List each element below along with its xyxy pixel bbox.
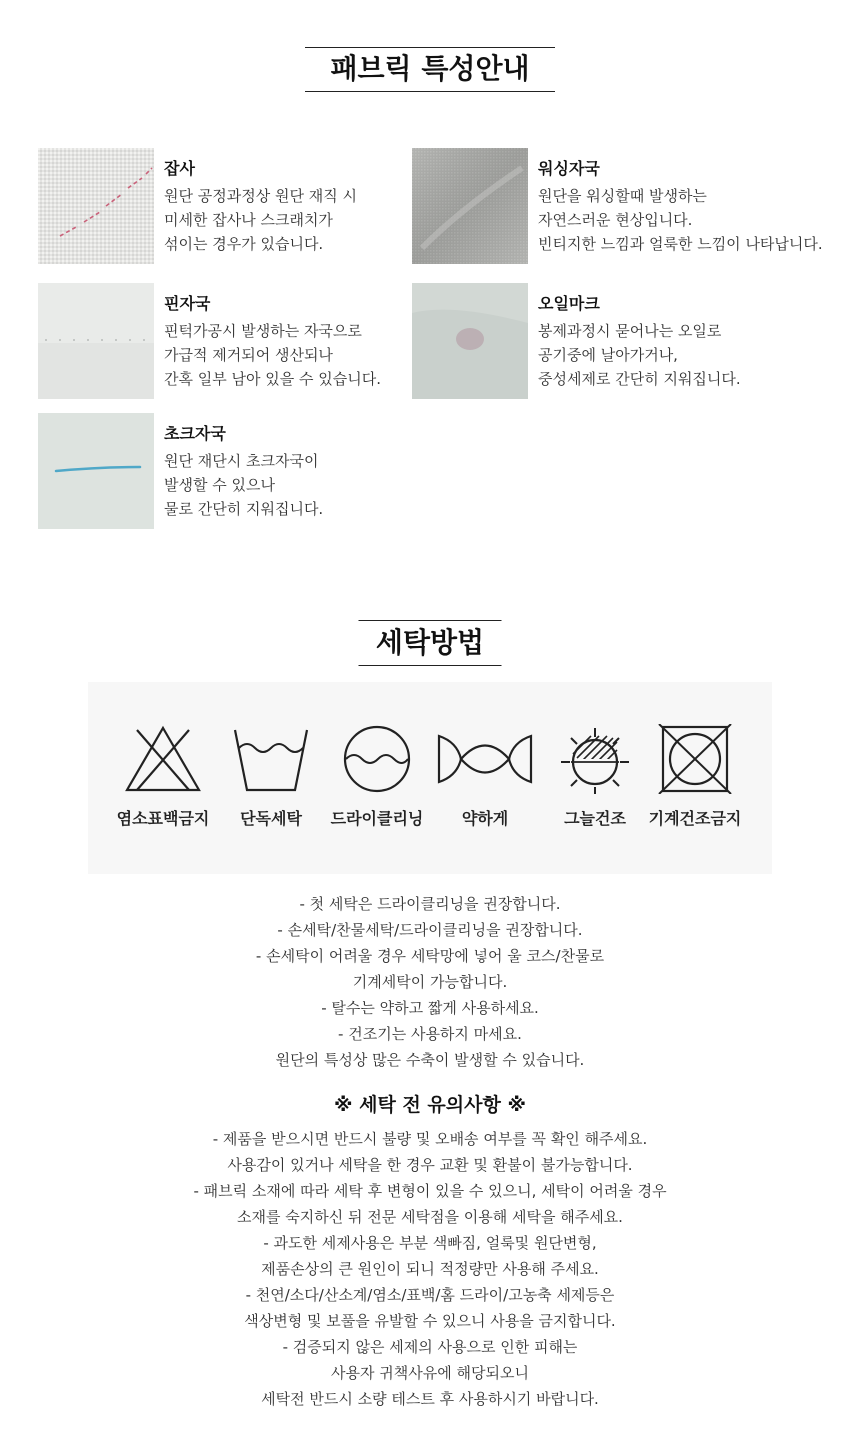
wash-note-line: - 손세탁/찬물세탁/드라이클리닝을 권장합니다. bbox=[277, 921, 583, 939]
care-symbol-label: 약하게 bbox=[461, 809, 509, 828]
washing-mark-photo bbox=[412, 148, 528, 264]
hand-wash-tub-icon bbox=[231, 724, 311, 794]
fabric-item-desc-line: 미세한 잡사나 스크래치가 bbox=[164, 211, 333, 229]
caution-note-line: - 과도한 세제사용은 부분 색빠짐, 얼룩및 원단변형, bbox=[263, 1234, 597, 1252]
fabric-item-name: 핀자국 bbox=[164, 294, 211, 313]
care-symbol-dry-clean bbox=[322, 724, 432, 829]
fabric-item-name: 잡사 bbox=[164, 159, 195, 178]
care-symbol-shade-dry bbox=[540, 724, 650, 829]
no-bleach-icon bbox=[123, 724, 203, 794]
fabric-item-name: 오일마크 bbox=[538, 294, 600, 313]
care-symbol-no-bleach bbox=[108, 724, 218, 829]
fabric-item-name: 초크자국 bbox=[164, 424, 226, 443]
care-symbol-no-tumble-dry bbox=[640, 724, 750, 829]
wash-note-line: 원단의 특성상 많은 수축이 발생할 수 있습니다. bbox=[275, 1051, 585, 1069]
fabric-item-desc-line: 자연스러운 현상입니다. bbox=[538, 211, 693, 229]
fabric-item-desc-line: 원단 공정과정상 원단 재직 시 bbox=[164, 187, 357, 205]
wash-instructions bbox=[0, 891, 860, 1073]
fabric-item-desc-line: 간혹 일부 남아 있을 수 있습니다. bbox=[164, 370, 381, 388]
fabric-item-desc-line: 공기중에 날아가거나, bbox=[538, 346, 678, 364]
fabric-item-desc-line: 중성세제로 간단히 지워집니다. bbox=[538, 370, 741, 388]
gentle-wash-icon bbox=[435, 724, 535, 794]
care-symbol-label: 단독세탁 bbox=[240, 809, 302, 828]
caution-note-line: - 천연/소다/산소계/염소/표백/홈 드라이/고농축 세제등은 bbox=[245, 1286, 615, 1304]
caution-note-line: 사용감이 있거나 세탁을 한 경우 교환 및 환불이 불가능합니다. bbox=[227, 1156, 633, 1174]
chalk-mark-photo bbox=[38, 413, 154, 529]
fabric-item-desc-line: 섞이는 경우가 있습니다. bbox=[164, 235, 324, 253]
care-symbol-label: 기계건조금지 bbox=[648, 809, 742, 828]
shade-dry-icon bbox=[555, 724, 635, 794]
care-symbol-gentle bbox=[430, 724, 540, 829]
care-symbols-panel bbox=[88, 682, 772, 874]
fabric-item-desc-line: 가급적 제거되어 생산되나 bbox=[164, 346, 333, 364]
care-symbol-separate-wash bbox=[216, 724, 326, 829]
fabric-item-desc-line: 빈티지한 느낌과 얼룩한 느낌이 나타납니다. bbox=[538, 235, 823, 253]
caution-note-line: - 제품을 받으시면 반드시 불량 및 오배송 여부를 꼭 확인 해주세요. bbox=[212, 1130, 648, 1148]
fabric-section-title: 패브릭 특성안내 bbox=[305, 47, 555, 92]
wash-section-title: 세탁방법 bbox=[359, 620, 502, 666]
fabric-item-washing-mark bbox=[412, 148, 832, 264]
caution-note-line: 소재를 숙지하신 뒤 전문 세탁점을 이용해 세탁을 해주세요. bbox=[237, 1208, 623, 1226]
caution-title: ※ 세탁 전 유의사항 ※ bbox=[334, 1094, 526, 1116]
wash-note-line: - 첫 세탁은 드라이클리닝을 권장합니다. bbox=[299, 895, 561, 913]
no-tumble-dry-icon bbox=[655, 724, 735, 794]
caution-note-line: 세탁전 반드시 소량 테스트 후 사용하시기 바랍니다. bbox=[261, 1390, 599, 1408]
wash-note-line: - 건조기는 사용하지 마세요. bbox=[338, 1025, 522, 1043]
dry-clean-icon bbox=[337, 724, 417, 794]
wash-note-line: - 손세탁이 어려울 경우 세탁망에 넣어 울 코스/찬물로 bbox=[255, 947, 605, 965]
caution-note-line: 제품손상의 큰 원인이 되니 적정량만 사용해 주세요. bbox=[261, 1260, 599, 1278]
care-symbol-label: 염소표백금지 bbox=[116, 809, 210, 828]
fabric-item-stray-yarn bbox=[38, 148, 458, 264]
care-symbol-label: 그늘건조 bbox=[564, 809, 626, 828]
wash-note-line: - 탈수는 약하고 짧게 사용하세요. bbox=[321, 999, 539, 1017]
fabric-item-desc-line: 핀턱가공시 발생하는 자국으로 bbox=[164, 322, 362, 340]
fabric-item-name: 워싱자국 bbox=[538, 159, 600, 178]
fabric-item-oil-mark bbox=[412, 283, 832, 399]
fabric-item-desc-line: 물로 간단히 지워집니다. bbox=[164, 500, 324, 518]
oil-mark-photo bbox=[412, 283, 528, 399]
caution-note-line: - 검증되지 않은 세제의 사용으로 인한 피해는 bbox=[282, 1338, 578, 1356]
caution-note-line: 색상변형 및 보풀을 유발할 수 있으니 사용을 금지합니다. bbox=[244, 1312, 616, 1330]
stray-yarn-photo bbox=[38, 148, 154, 264]
fabric-item-chalk-mark bbox=[38, 413, 458, 529]
fabric-item-desc-line: 원단 재단시 초크자국이 bbox=[164, 452, 319, 470]
caution-notes bbox=[0, 1126, 860, 1412]
fabric-item-desc-line: 발생할 수 있으나 bbox=[164, 476, 275, 494]
caution-note-line: 사용자 귀책사유에 해당되오니 bbox=[331, 1364, 529, 1382]
fabric-item-desc-line: 원단을 워싱할때 발생하는 bbox=[538, 187, 707, 205]
fabric-item-desc-line: 봉제과정시 묻어나는 오일로 bbox=[538, 322, 722, 340]
care-symbol-label: 드라이클리닝 bbox=[330, 809, 424, 828]
wash-note-line: 기계세탁이 가능합니다. bbox=[352, 973, 508, 991]
caution-note-line: - 패브릭 소재에 따라 세탁 후 변형이 있을 수 있으니, 세탁이 어려울 경우 bbox=[193, 1182, 667, 1200]
pin-mark-photo bbox=[38, 283, 154, 399]
fabric-item-pin-mark bbox=[38, 283, 458, 399]
